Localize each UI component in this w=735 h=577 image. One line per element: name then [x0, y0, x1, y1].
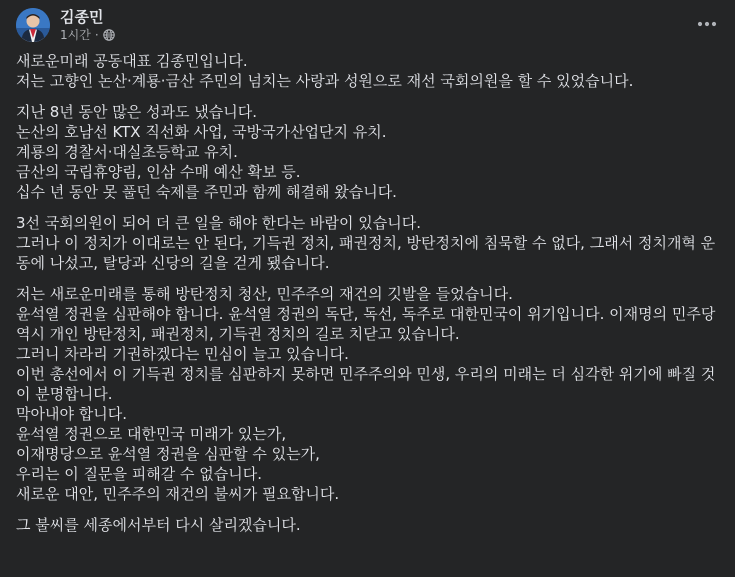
post-line: 지난 8년 동안 많은 성과도 냈습니다.: [16, 103, 258, 121]
post-line: 저는 새로운미래를 통해 방탄정치 청산, 민주주의 재건의 깃발을 들었습니다.: [16, 285, 513, 303]
post-line: 새로운미래 공동대표 김종민입니다.: [16, 52, 248, 70]
post-paragraph: [16, 284, 716, 504]
post-header: [16, 4, 115, 46]
author-name[interactable]: 김종민: [60, 8, 104, 26]
post-line: 이번 총선에서 이 기득권 정치를 심판하지 못하면 민주주의와 민생, 우리의 미래는 더 심각한 위기에 빠질 것이 분명합니다.: [16, 365, 716, 403]
author-avatar[interactable]: [16, 8, 50, 42]
post-meta: [60, 8, 115, 42]
post-line: 막아내야 합니다.: [16, 405, 127, 423]
post-paragraph: [16, 102, 716, 202]
post-paragraph: [16, 51, 716, 91]
post-body: [16, 51, 716, 535]
post-line: 이재명당으로 윤석열 정권을 심판할 수 있는가,: [16, 445, 320, 463]
post-line: 그러나 이 정치가 이대로는 안 된다, 기득권 정치, 패권정치, 방탄정치에 침묵할 수 없다, 그래서 정치개혁 운동에 나섰고, 탈당과 신당의 길을 걷게 됐습니다.: [16, 234, 716, 272]
post-line: 윤석열 정권으로 대한민국 미래가 있는가,: [16, 425, 287, 443]
post-paragraph: [16, 515, 716, 535]
post-line: 논산의 호남선 KTX 직선화 사업, 국방국가산업단지 유치.: [16, 123, 387, 141]
post-line: 새로운 대안, 민주주의 재건의 불씨가 필요합니다.: [16, 485, 340, 503]
post-line: 그 불씨를 세종에서부터 다시 살리겠습니다.: [16, 516, 301, 534]
post-line: 저는 고향인 논산·계룡·금산 주민의 넘치는 사랑과 성원으로 재선 국회의원을 할 수 있었습니다.: [16, 72, 634, 90]
post-timestamp[interactable]: 1시간: [60, 28, 91, 42]
post-line: 그러니 차라리 기권하겠다는 민심이 늘고 있습니다.: [16, 345, 349, 363]
post-line: 윤석열 정권을 심판해야 합니다. 윤석열 정권의 독단, 독선, 독주로 대한민국이 위기입니다. 이재명의 민주당 역시 개인 방탄정치, 패권정치, 기득권 정치의 길로 치닫고 있습니다.: [16, 305, 716, 343]
post-paragraph: [16, 213, 716, 273]
more-options-icon: [697, 21, 717, 27]
post-line: 3선 국회의원이 되어 더 큰 일을 해야 한다는 바람이 있습니다.: [16, 214, 421, 232]
post-line: 십수 년 동안 못 풀던 숙제를 주민과 함께 해결해 왔습니다.: [16, 183, 397, 201]
post-line: 우리는 이 질문을 피해갈 수 없습니다.: [16, 465, 262, 483]
more-options-button[interactable]: [691, 8, 723, 40]
post-subline: [60, 28, 115, 42]
avatar-portrait-icon: [16, 8, 50, 42]
globe-icon[interactable]: [103, 29, 115, 41]
meta-separator: ·: [94, 28, 99, 42]
post-line: 금산의 국립휴양림, 인삼 수매 예산 확보 등.: [16, 163, 301, 181]
post-line: 계룡의 경찰서·대실초등학교 유치.: [16, 143, 238, 161]
